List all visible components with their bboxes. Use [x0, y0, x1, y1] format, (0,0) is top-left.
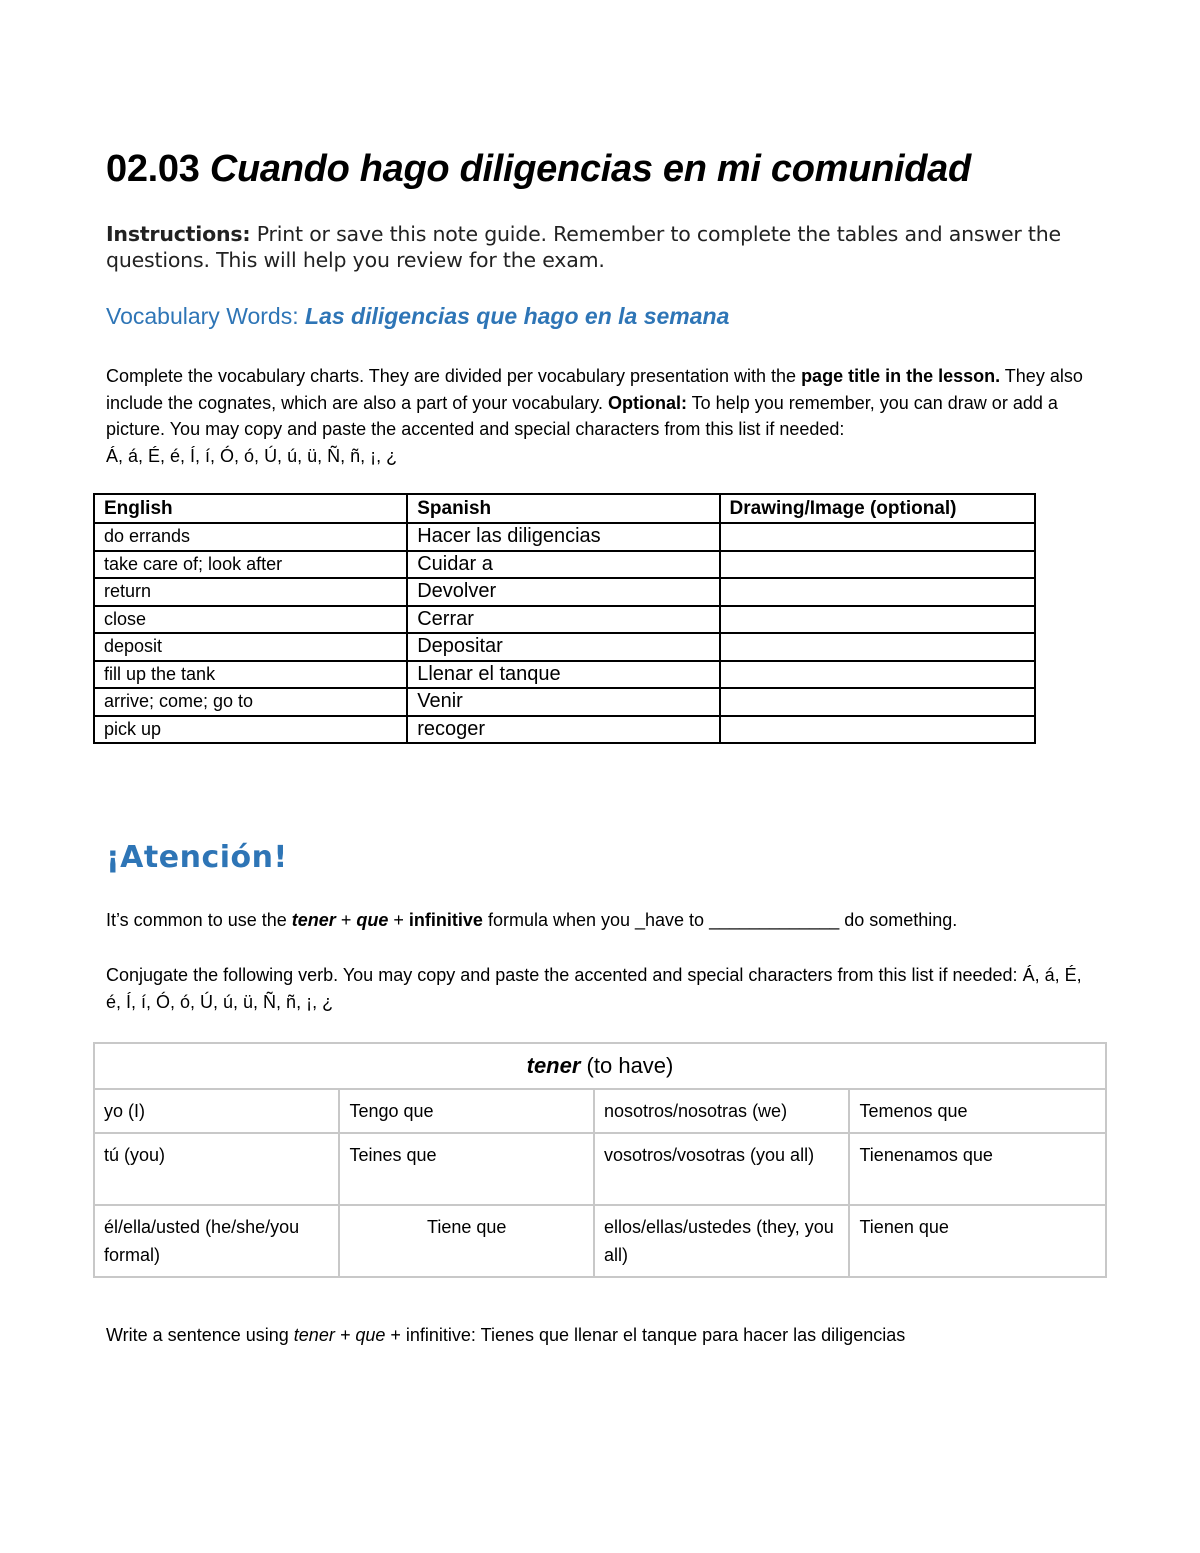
sentence-prompt [106, 1325, 905, 1346]
common-que: que [356, 910, 389, 930]
header-english: English [94, 494, 407, 523]
vocab-table-header [94, 494, 1035, 523]
table-row [94, 688, 1035, 716]
english-cell: fill up the tank [94, 661, 407, 689]
intro-p2: They also include the cognates, which are also a part of your vocabulary. [106, 366, 1083, 413]
intro-optional-label: Optional: [607, 392, 687, 413]
common-infinitive: infinitive [408, 910, 483, 930]
intro-p3: To help you remember, you can draw or add a picture. You may copy and paste the accented and special characters from this list if needed: [106, 392, 1058, 439]
intro-p1-bold: page title in the lesson. [801, 366, 1001, 386]
table-row [94, 661, 1035, 689]
table-row [94, 578, 1035, 606]
sentence-start: Write a sentence using [106, 1325, 289, 1345]
verb-meaning: (to have) [586, 1053, 674, 1078]
english-cell: do errands [94, 523, 407, 551]
english-cell: close [94, 606, 407, 634]
conjugation-header [94, 1043, 1106, 1089]
drawing-cell[interactable] [720, 633, 1035, 661]
conj-intro-chars: Á, á, É, é, Í, í, Ó, ó, Ú, ú, ü, Ñ, ñ, ¡, ¿ [106, 965, 1082, 1012]
vocab-heading-topic: Las diligencias que hago en la semana [305, 303, 730, 329]
table-row [94, 606, 1035, 634]
conj-intro-text: Conjugate the following verb. You may copy and paste the accented and special characters from this list if needed: [106, 965, 1018, 985]
drawing-cell[interactable] [720, 578, 1035, 606]
table-row [94, 523, 1035, 551]
conjugation-cell[interactable]: Tienen que [849, 1205, 1106, 1277]
verb-infinitive: tener [526, 1053, 581, 1078]
spanish-cell: Cerrar [407, 606, 719, 634]
pronoun-cell: nosotros/nosotras (we) [594, 1089, 850, 1133]
instructions-text: Print or save this note guide. Remember to complete the tables and answer the questions. This will help you review for the exam. [106, 222, 1061, 272]
sentence-mid: + infinitive: [390, 1325, 476, 1345]
common-tener: tener [291, 910, 336, 930]
conjugation-cell[interactable]: Temenos que [849, 1089, 1106, 1133]
verb-title [94, 1043, 1106, 1089]
header-drawing: Drawing/Image (optional) [720, 494, 1035, 523]
english-cell: arrive; come; go to [94, 688, 407, 716]
atencion-heading: ¡Atención! [106, 840, 288, 875]
english-cell: pick up [94, 716, 407, 744]
common-plus2: + [393, 910, 404, 930]
english-cell: deposit [94, 633, 407, 661]
spanish-cell: recoger [407, 716, 719, 744]
english-cell: take care of; look after [94, 551, 407, 579]
table-row [94, 1089, 1106, 1133]
table-row [94, 1205, 1106, 1277]
pronoun-cell: él/ella/usted (he/she/you formal) [94, 1205, 339, 1277]
conjugation-table [93, 1042, 1107, 1278]
drawing-cell[interactable] [720, 688, 1035, 716]
pronoun-cell: vosotros/vosotras (you all) [594, 1133, 850, 1205]
pronoun-cell: yo (I) [94, 1089, 339, 1133]
drawing-cell[interactable] [720, 551, 1035, 579]
intro-p1: Complete the vocabulary charts. They are divided per vocabulary presentation with the [106, 366, 797, 386]
sentence-formula: tener + que [293, 1325, 386, 1345]
drawing-cell[interactable] [720, 523, 1035, 551]
spanish-cell: Cuidar a [407, 551, 719, 579]
vocab-heading [106, 303, 729, 330]
conjugation-cell[interactable]: Tengo que [339, 1089, 594, 1133]
instructions-label: Instructions: [106, 222, 251, 246]
instructions [106, 221, 1106, 273]
vocab-intro [106, 363, 1096, 469]
conjugation-cell[interactable]: Teines que [339, 1133, 594, 1205]
english-cell: return [94, 578, 407, 606]
common-start: It’s common to use the [106, 910, 287, 930]
conjugation-intro [106, 962, 1096, 1015]
spanish-cell: Devolver [407, 578, 719, 606]
intro-chars: Á, á, É, é, Í, í, Ó, ó, Ú, ú, ü, Ñ, ñ, ¡, ¿ [106, 445, 398, 466]
pronoun-cell: ellos/ellas/ustedes (they, you all) [594, 1205, 850, 1277]
drawing-cell[interactable] [720, 606, 1035, 634]
lesson-title: Cuando hago diligencias en mi comunidad [209, 148, 971, 190]
sentence-answer[interactable]: Tienes que llenar el tanque para hacer las diligencias [480, 1325, 906, 1345]
spanish-cell: Depositar [407, 633, 719, 661]
vocab-table [93, 493, 1036, 744]
drawing-cell[interactable] [720, 661, 1035, 689]
table-row [94, 633, 1035, 661]
spanish-cell: Hacer las diligencias [407, 523, 719, 551]
pronoun-cell: tú (you) [94, 1133, 339, 1205]
common-plus1: + [340, 910, 352, 930]
conjugation-cell[interactable]: Tiene que [339, 1205, 594, 1277]
vocab-heading-prefix: Vocabulary Words: [106, 303, 299, 329]
spanish-cell: Venir [407, 688, 719, 716]
conjugation-cell[interactable]: Tienenamos que [849, 1133, 1106, 1205]
common-formula-note [106, 910, 957, 931]
page-title [106, 148, 971, 191]
drawing-cell[interactable] [720, 716, 1035, 744]
spanish-cell: Llenar el tanque [407, 661, 719, 689]
lesson-number: 02.03 [106, 148, 200, 190]
table-row [94, 1133, 1106, 1205]
table-row [94, 716, 1035, 744]
table-row [94, 551, 1035, 579]
common-rest: formula when you _have to _____________ do something. [487, 910, 958, 930]
header-spanish: Spanish [407, 494, 719, 523]
